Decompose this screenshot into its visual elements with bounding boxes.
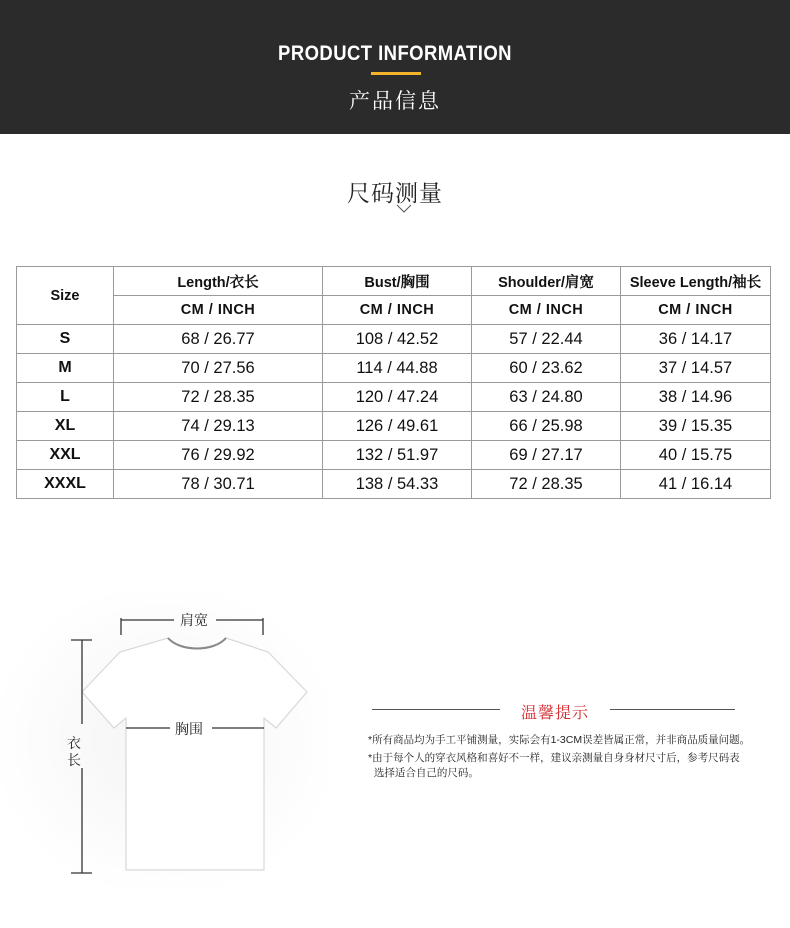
- table-row: [17, 383, 771, 412]
- size-cell: XXL: [17, 441, 114, 470]
- value-cell: 74 / 29.13: [114, 412, 323, 441]
- header-title: PRODUCT INFORMATION: [278, 42, 512, 65]
- tips-title: 温馨提示: [520, 705, 589, 722]
- table-row: [17, 470, 771, 499]
- value-cell: 68 / 26.77: [114, 325, 323, 354]
- value-cell: 66 / 25.98: [472, 412, 621, 441]
- value-cell: 76 / 29.92: [114, 441, 323, 470]
- value-cell: 63 / 24.80: [472, 383, 621, 412]
- size-cell: L: [17, 383, 114, 412]
- column-header-bust: Bust/胸围: [323, 267, 472, 296]
- value-cell: 37 / 14.57: [621, 354, 771, 383]
- tshirt-shape: [82, 638, 307, 870]
- unit-cell: CM / INCH: [114, 296, 323, 325]
- size-cell: XL: [17, 412, 114, 441]
- value-cell: 114 / 44.88: [323, 354, 472, 383]
- column-header-sleeve: Sleeve Length/袖长: [621, 267, 771, 296]
- value-cell: 126 / 49.61: [323, 412, 472, 441]
- column-header-length: Length/衣长: [114, 267, 323, 296]
- tip-line-1: *所有商品均为手工平铺测量，实际会有1-3CM误差皆属正常，并非商品质量问题。: [368, 734, 751, 746]
- value-cell: 72 / 28.35: [114, 383, 323, 412]
- value-cell: 72 / 28.35: [472, 470, 621, 499]
- tips-divider-left: [372, 709, 500, 710]
- table-row: [17, 441, 771, 470]
- tip-line-2: *由于每个人的穿衣风格和喜好不一样，建议亲测量自身身材尺寸后，参考尺码表: [368, 752, 740, 764]
- table-unit-row: [17, 296, 771, 325]
- tips-divider-right: [610, 709, 735, 710]
- size-cell: S: [17, 325, 114, 354]
- value-cell: 132 / 51.97: [323, 441, 472, 470]
- table-row: [17, 325, 771, 354]
- value-cell: 138 / 54.33: [323, 470, 472, 499]
- size-cell: XXXL: [17, 470, 114, 499]
- value-cell: 60 / 23.62: [472, 354, 621, 383]
- value-cell: 38 / 14.96: [621, 383, 771, 412]
- tshirt-diagram: [0, 590, 330, 890]
- column-header-shoulder: Shoulder/肩宽: [472, 267, 621, 296]
- unit-cell: CM / INCH: [621, 296, 771, 325]
- section-title: 尺码测量: [347, 180, 443, 206]
- unit-cell: CM / INCH: [323, 296, 472, 325]
- table-row: [17, 354, 771, 383]
- size-cell: M: [17, 354, 114, 383]
- header-subtitle: 产品信息: [349, 90, 441, 113]
- shoulder-label: 肩宽: [180, 612, 208, 628]
- value-cell: 69 / 27.17: [472, 441, 621, 470]
- unit-cell: CM / INCH: [472, 296, 621, 325]
- header-accent-line: [371, 72, 421, 75]
- value-cell: 108 / 42.52: [323, 325, 472, 354]
- tip-line-3: 选择适合自己的尺码。: [368, 767, 479, 779]
- value-cell: 78 / 30.71: [114, 470, 323, 499]
- table-row: [17, 412, 771, 441]
- chevron-down-icon: [396, 204, 412, 214]
- header-banner: [0, 0, 790, 134]
- value-cell: 39 / 15.35: [621, 412, 771, 441]
- value-cell: 40 / 15.75: [621, 441, 771, 470]
- bust-label: 胸围: [175, 721, 203, 737]
- size-header: Size: [17, 267, 114, 325]
- value-cell: 120 / 47.24: [323, 383, 472, 412]
- table-header-row: [17, 267, 771, 296]
- value-cell: 41 / 16.14: [621, 470, 771, 499]
- value-cell: 57 / 22.44: [472, 325, 621, 354]
- length-label-top: 衣: [67, 735, 81, 751]
- value-cell: 36 / 14.17: [621, 325, 771, 354]
- value-cell: 70 / 27.56: [114, 354, 323, 383]
- length-label-bottom: 长: [67, 752, 81, 768]
- size-table: [16, 266, 771, 499]
